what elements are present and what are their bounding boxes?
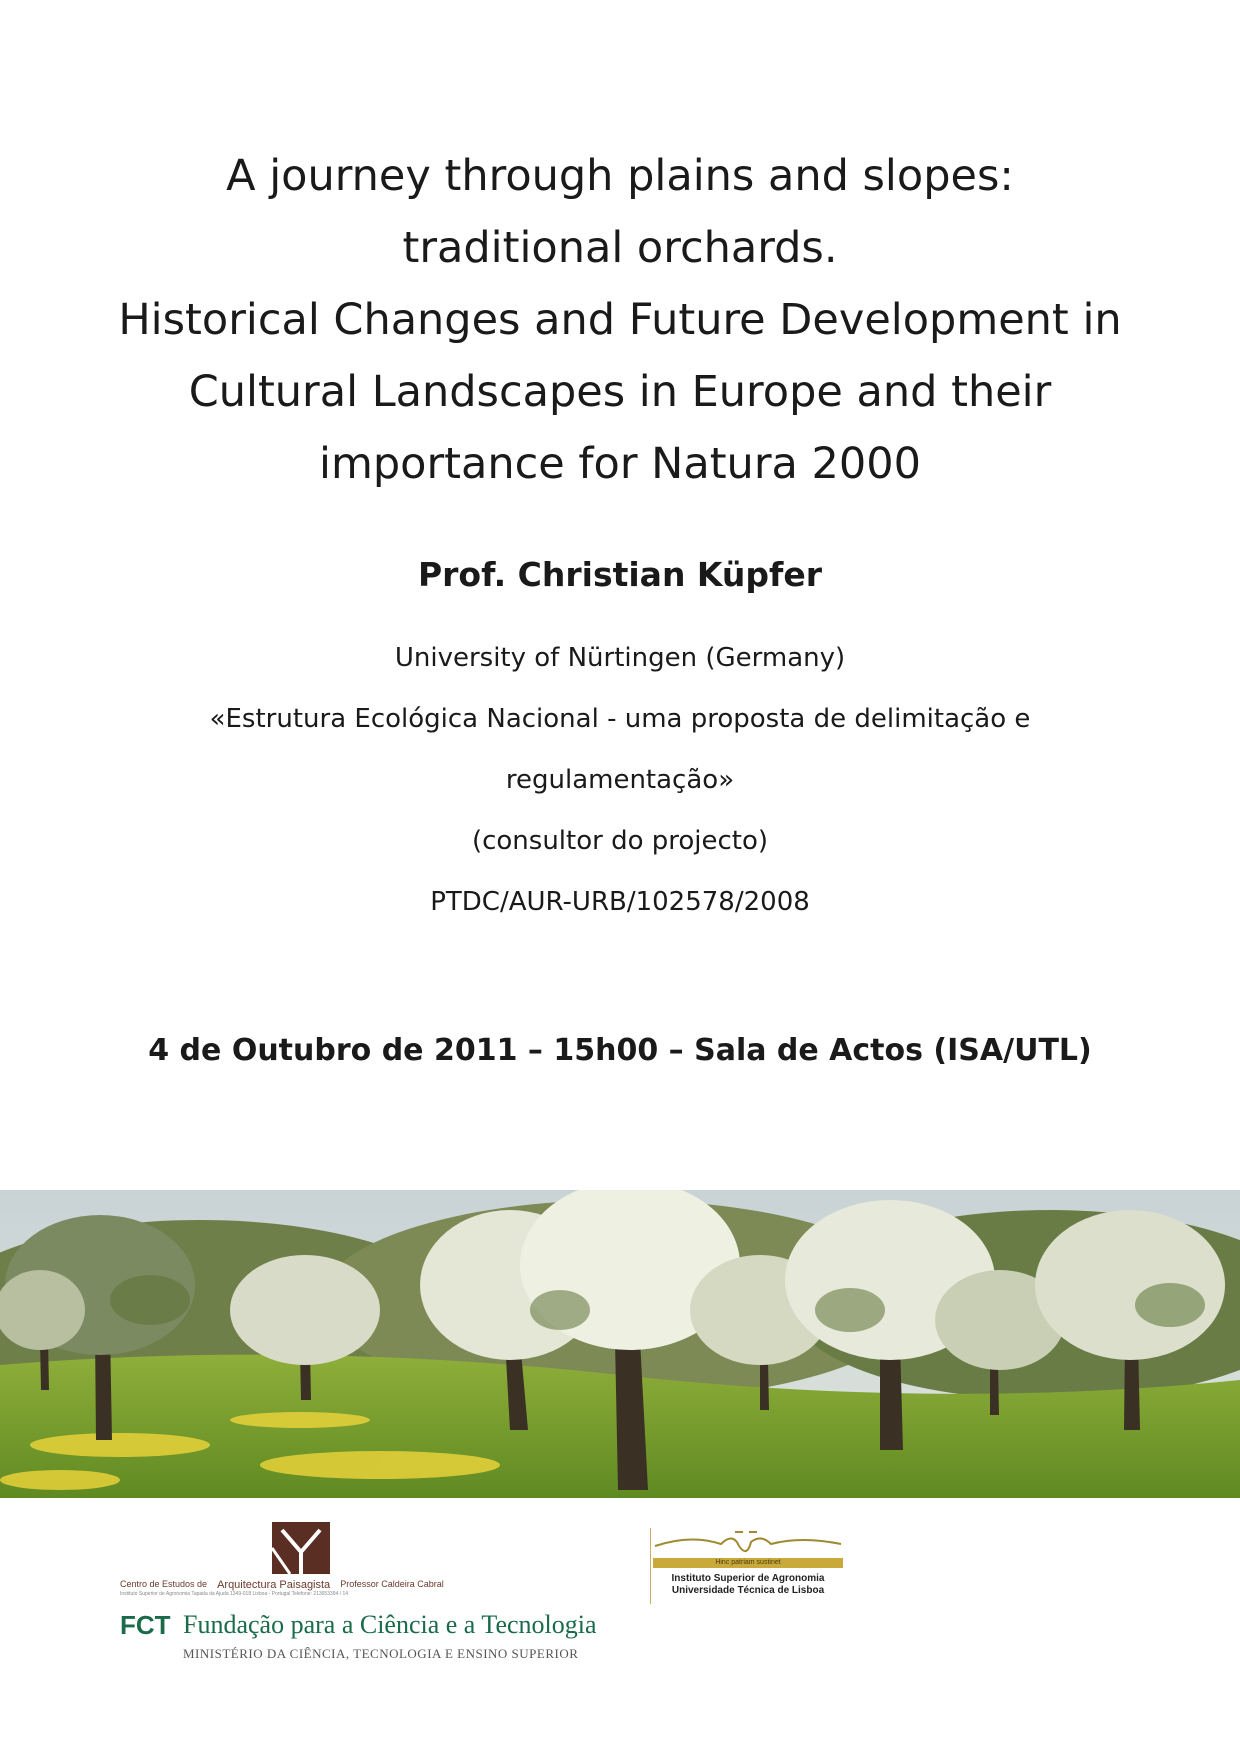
fct-full-name: Fundação para a Ciência e a Tecnologia bbox=[183, 1610, 597, 1639]
speaker-role: (consultor do projecto) bbox=[471, 826, 769, 856]
fct-logo bbox=[120, 1610, 660, 1670]
poster-title bbox=[0, 140, 1240, 500]
title-line-3: Historical Changes and Future Development in bbox=[118, 295, 1122, 345]
orchard-photo bbox=[0, 1190, 1240, 1498]
title-line-1: A journey through plains and slopes: bbox=[226, 151, 1014, 201]
project-reference: PTDC/AUR-URB/102578/2008 bbox=[430, 887, 810, 917]
title-line-2: traditional orchards. bbox=[402, 223, 838, 273]
affiliation: University of Nürtingen (Germany) bbox=[394, 643, 846, 673]
fct-abbreviation: FCT bbox=[120, 1610, 171, 1640]
ceap-logo bbox=[120, 1522, 492, 1598]
isa-emblem-icon bbox=[651, 1528, 845, 1556]
event-details: 4 de Outubro de 2011 – 15h00 – Sala de Actos (ISA/UTL) bbox=[148, 1033, 1092, 1068]
speaker-name: Prof. Christian Küpfer bbox=[417, 555, 823, 594]
ceap-name-part-1: Centro de Estudos de bbox=[120, 1579, 208, 1589]
ceap-address: Instituto Superior de Agronomia Tapada da Ajuda 1349-018 Lisboa - Portugal Telefone: 213653394 / 14 bbox=[120, 1591, 349, 1597]
isa-motto: Hinc patriam sustinet bbox=[653, 1558, 843, 1568]
orchard-illustration bbox=[0, 1190, 1240, 1498]
ceap-name-part-2: Arquitectura Paisagista bbox=[217, 1579, 331, 1591]
isa-name-line-1: Instituto Superior de Agronomia bbox=[671, 1573, 825, 1584]
project-title-line-2: regulamentação» bbox=[505, 765, 735, 795]
speaker-info bbox=[0, 628, 1240, 933]
ceap-name-part-3: Professor Caldeira Cabral bbox=[340, 1579, 444, 1589]
isa-name-line-2: Universidade Técnica de Lisboa bbox=[671, 1585, 825, 1596]
fct-ministry: MINISTÉRIO DA CIÊNCIA, TECNOLOGIA E ENSINO SUPERIOR bbox=[183, 1646, 579, 1661]
isa-logo bbox=[650, 1528, 844, 1604]
title-line-4: Cultural Landscapes in Europe and their bbox=[188, 367, 1052, 417]
ceap-mark-icon bbox=[272, 1522, 330, 1574]
project-title-line-1: «Estrutura Ecológica Nacional - uma proposta de delimitação e bbox=[209, 704, 1031, 734]
title-line-5: importance for Natura 2000 bbox=[319, 439, 921, 489]
